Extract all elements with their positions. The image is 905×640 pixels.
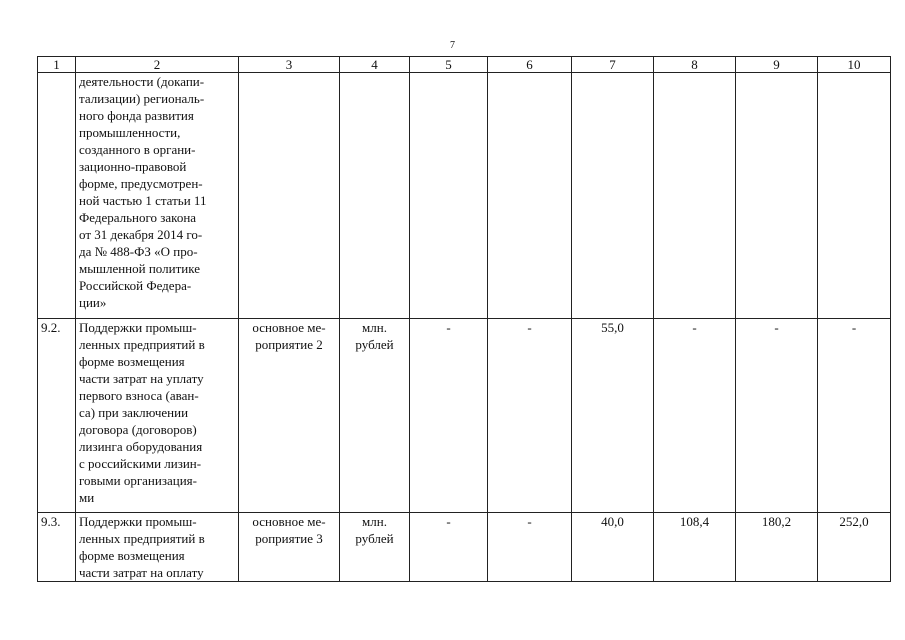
value-5 <box>410 73 488 319</box>
table-row <box>38 319 891 513</box>
column-number: 2 <box>76 57 239 73</box>
table-row <box>38 73 891 319</box>
value-6: - <box>488 513 572 582</box>
row-number <box>38 73 76 319</box>
value-10: 252,0 <box>818 513 891 582</box>
value-7: 55,0 <box>572 319 654 513</box>
value-6 <box>488 73 572 319</box>
unit <box>340 73 410 319</box>
column-number-row <box>38 57 891 73</box>
unit: млн. рублей <box>340 319 410 513</box>
column-number: 10 <box>818 57 891 73</box>
activity-type: основное ме- роприятие 3 <box>239 513 340 582</box>
value-6: - <box>488 319 572 513</box>
value-8: - <box>654 319 736 513</box>
value-9: - <box>736 319 818 513</box>
column-number: 1 <box>38 57 76 73</box>
value-8: 108,4 <box>654 513 736 582</box>
row-number: 9.3. <box>38 513 76 582</box>
value-9: 180,2 <box>736 513 818 582</box>
unit: млн. рублей <box>340 513 410 582</box>
column-number: 4 <box>340 57 410 73</box>
program-table <box>37 56 891 582</box>
activity-type <box>239 73 340 319</box>
column-number: 3 <box>239 57 340 73</box>
column-number: 8 <box>654 57 736 73</box>
page-number: 7 <box>450 40 455 51</box>
value-9 <box>736 73 818 319</box>
column-number: 9 <box>736 57 818 73</box>
value-7: 40,0 <box>572 513 654 582</box>
column-number: 6 <box>488 57 572 73</box>
value-5: - <box>410 513 488 582</box>
column-number: 5 <box>410 57 488 73</box>
activity-type: основное ме- роприятие 2 <box>239 319 340 513</box>
value-10 <box>818 73 891 319</box>
column-number: 7 <box>572 57 654 73</box>
activity-name: Поддержки промыш- ленных предприятий в форме возмещения части затрат на уплату первого взноса (аван- са) при заключении договора (договоров) лизинга оборудования с российскими лизин- говыми организация- ми <box>76 319 239 513</box>
activity-name: Поддержки промыш- ленных предприятий в форме возмещения части затрат на оплату <box>76 513 239 582</box>
activity-name: деятельности (докапи- тализации) региональ- ного фонда развития промышленности, созданного в органи- зационно-правовой форме, предусмотрен- ной частью 1 статьи 11 Федерального закона от 31 декабря 2014 го- да № 488-ФЗ «О про- мышленной политике Российской Федера- ции» <box>76 73 239 319</box>
row-number: 9.2. <box>38 319 76 513</box>
value-5: - <box>410 319 488 513</box>
table-row <box>38 513 891 582</box>
value-7 <box>572 73 654 319</box>
value-10: - <box>818 319 891 513</box>
value-8 <box>654 73 736 319</box>
